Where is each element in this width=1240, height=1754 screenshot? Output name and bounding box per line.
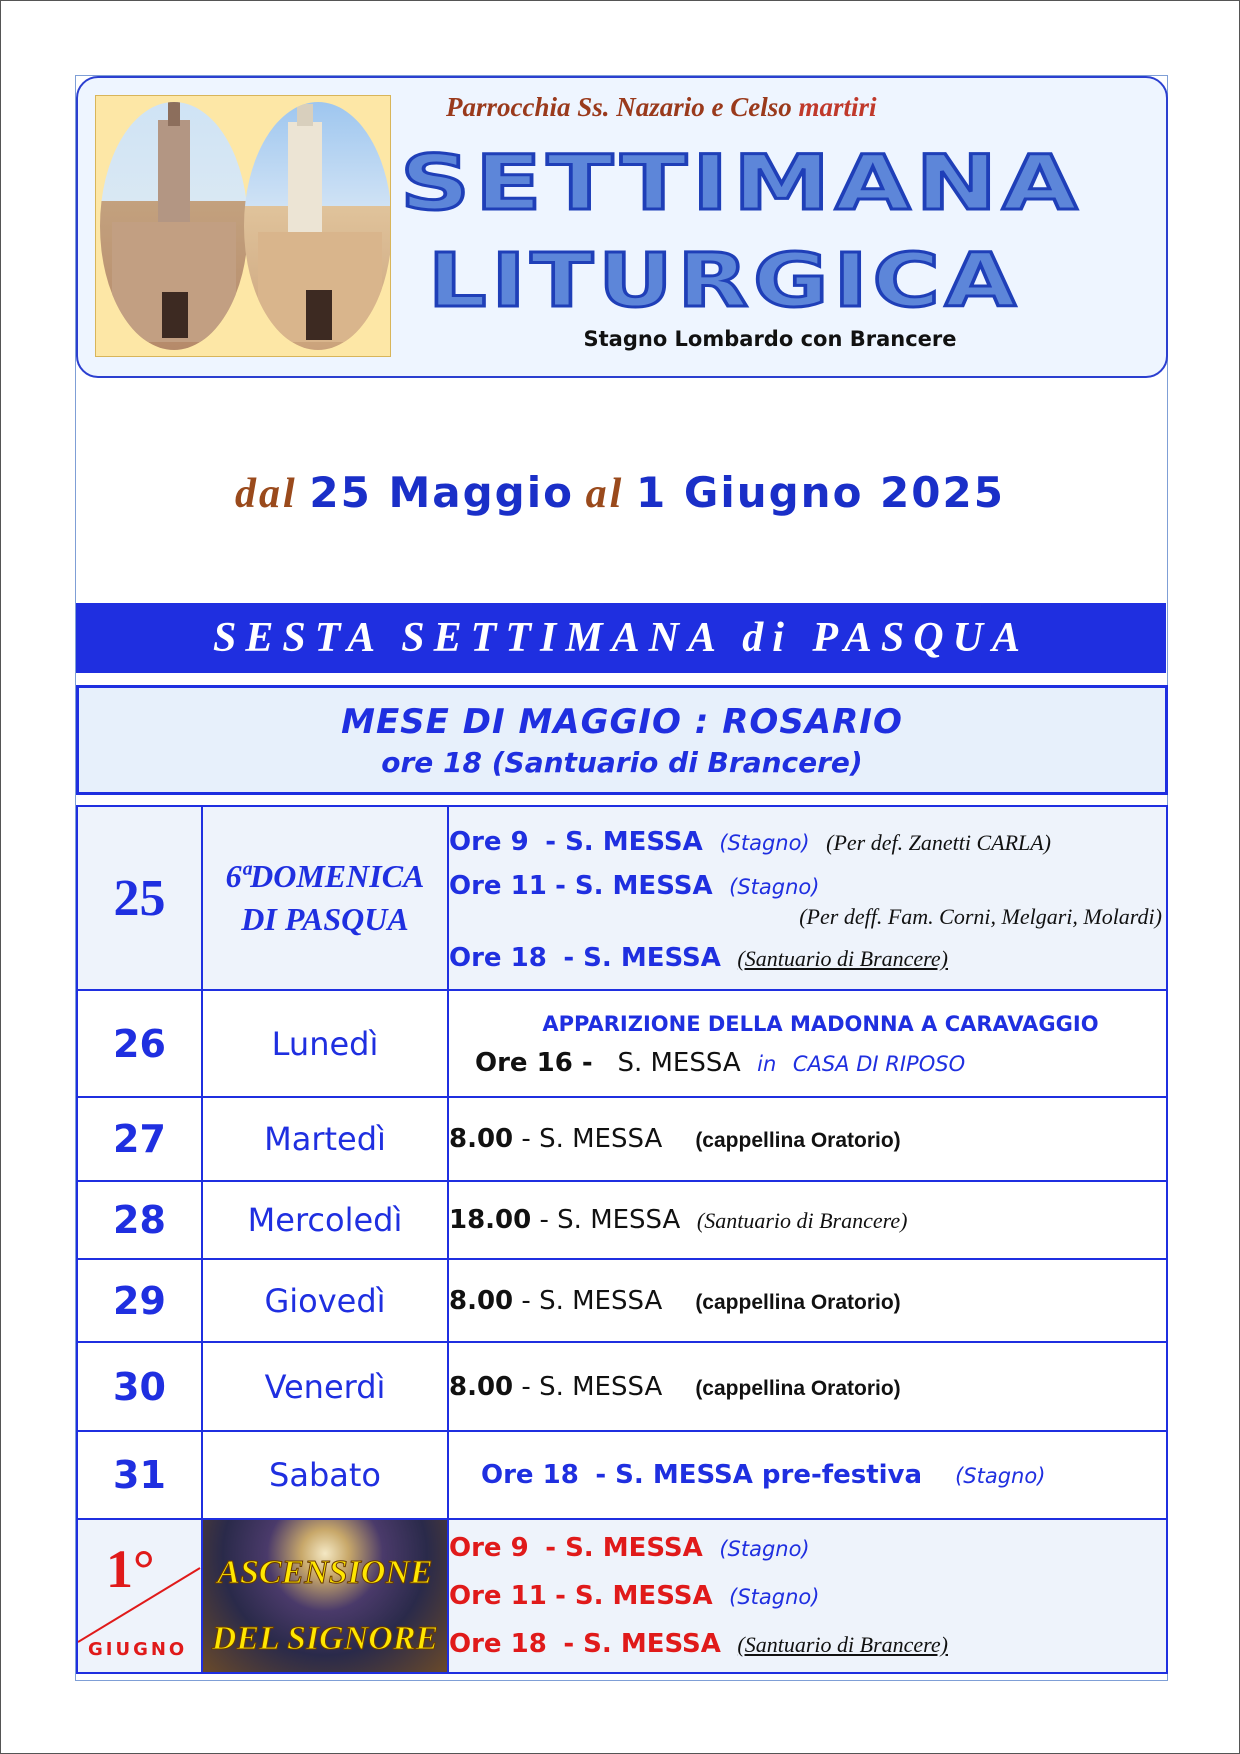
church-photo-right: [244, 102, 391, 350]
title-liturgica: LITURGICA: [428, 238, 1021, 324]
day-label: Sabato: [202, 1431, 448, 1519]
day-number: 1°: [106, 1539, 155, 1599]
day-label: 6ªDOMENICA DI PASQUA: [202, 806, 448, 990]
feast-image: [202, 1519, 448, 1673]
rosary-title: MESE DI MAGGIO : ROSARIO: [341, 702, 903, 742]
events-cell: 8.00 - S. MESSA (cappellina Oratorio): [448, 1259, 1167, 1342]
day-number: 26: [77, 990, 202, 1097]
events-cell: Ore 9 - S. MESSA (Stagno) Ore 11 - S. MESSA (Stagno) Ore 18 - S. MESSA (Santuario di Brancere): [448, 1519, 1167, 1673]
feast-title-1: ASCENSIONE: [217, 1554, 433, 1591]
row-28: [77, 1181, 1167, 1259]
row-29: [77, 1259, 1167, 1342]
day-label: Martedì: [202, 1097, 448, 1181]
feast-title-2: DEL SIGNORE: [211, 1620, 439, 1657]
row-26: [77, 990, 1167, 1097]
location-subtitle: Stagno Lombardo con Brancere: [583, 327, 957, 351]
parish-name: Parrocchia Ss. Nazario e Celso martiri: [446, 92, 877, 122]
events-cell: Ore 9 - S. MESSA (Stagno) (Per def. Zanetti CARLA) Ore 11 - S. MESSA (Stagno) (Per deff. Fam. Corni, Melgari, Molardi) Ore 18 - S. MESSA (Santuario di Brancere): [448, 806, 1167, 990]
events-cell: 8.00 - S. MESSA (cappellina Oratorio): [448, 1342, 1167, 1431]
row-27: [77, 1097, 1167, 1181]
row-30: [77, 1342, 1167, 1431]
row-31: [77, 1431, 1167, 1519]
rosary-box: [76, 685, 1168, 795]
events-cell: Ore 18 - S. MESSA pre-festiva (Stagno): [448, 1431, 1167, 1519]
day-number: 28: [77, 1181, 202, 1259]
schedule-table: [76, 805, 1168, 1674]
events-cell: APPARIZIONE DELLA MADONNA A CARAVAGGIO Ore 16 - S. MESSA in CASA DI RIPOSO: [448, 990, 1167, 1097]
rosary-time: ore 18 (Santuario di Brancere): [381, 746, 863, 779]
month-label: GIUGNO: [88, 1639, 188, 1660]
day-number: 29: [77, 1259, 202, 1342]
church-photo-left: [100, 102, 248, 350]
church-photos: [95, 95, 391, 357]
day-label: Giovedì: [202, 1259, 448, 1342]
row-25: [77, 806, 1167, 990]
day-label: Venerdì: [202, 1342, 448, 1431]
row-1-june: [77, 1519, 1167, 1673]
day-number-cell: [77, 1519, 202, 1673]
day-number: 25: [77, 806, 202, 990]
date-range: dal 25 Maggio al 1 Giugno 2025: [235, 468, 1005, 517]
day-number: 30: [77, 1342, 202, 1431]
events-cell: 8.00 - S. MESSA (cappellina Oratorio): [448, 1097, 1167, 1181]
title-settimana: SETTIMANA: [400, 138, 1083, 227]
week-band: SESTA SETTIMANA di PASQUA: [76, 603, 1166, 673]
day-number: 27: [77, 1097, 202, 1181]
day-label: Mercoledì: [202, 1181, 448, 1259]
events-cell: 18.00 - S. MESSA (Santuario di Brancere): [448, 1181, 1167, 1259]
day-label: Lunedì: [202, 990, 448, 1097]
day-number: 31: [77, 1431, 202, 1519]
